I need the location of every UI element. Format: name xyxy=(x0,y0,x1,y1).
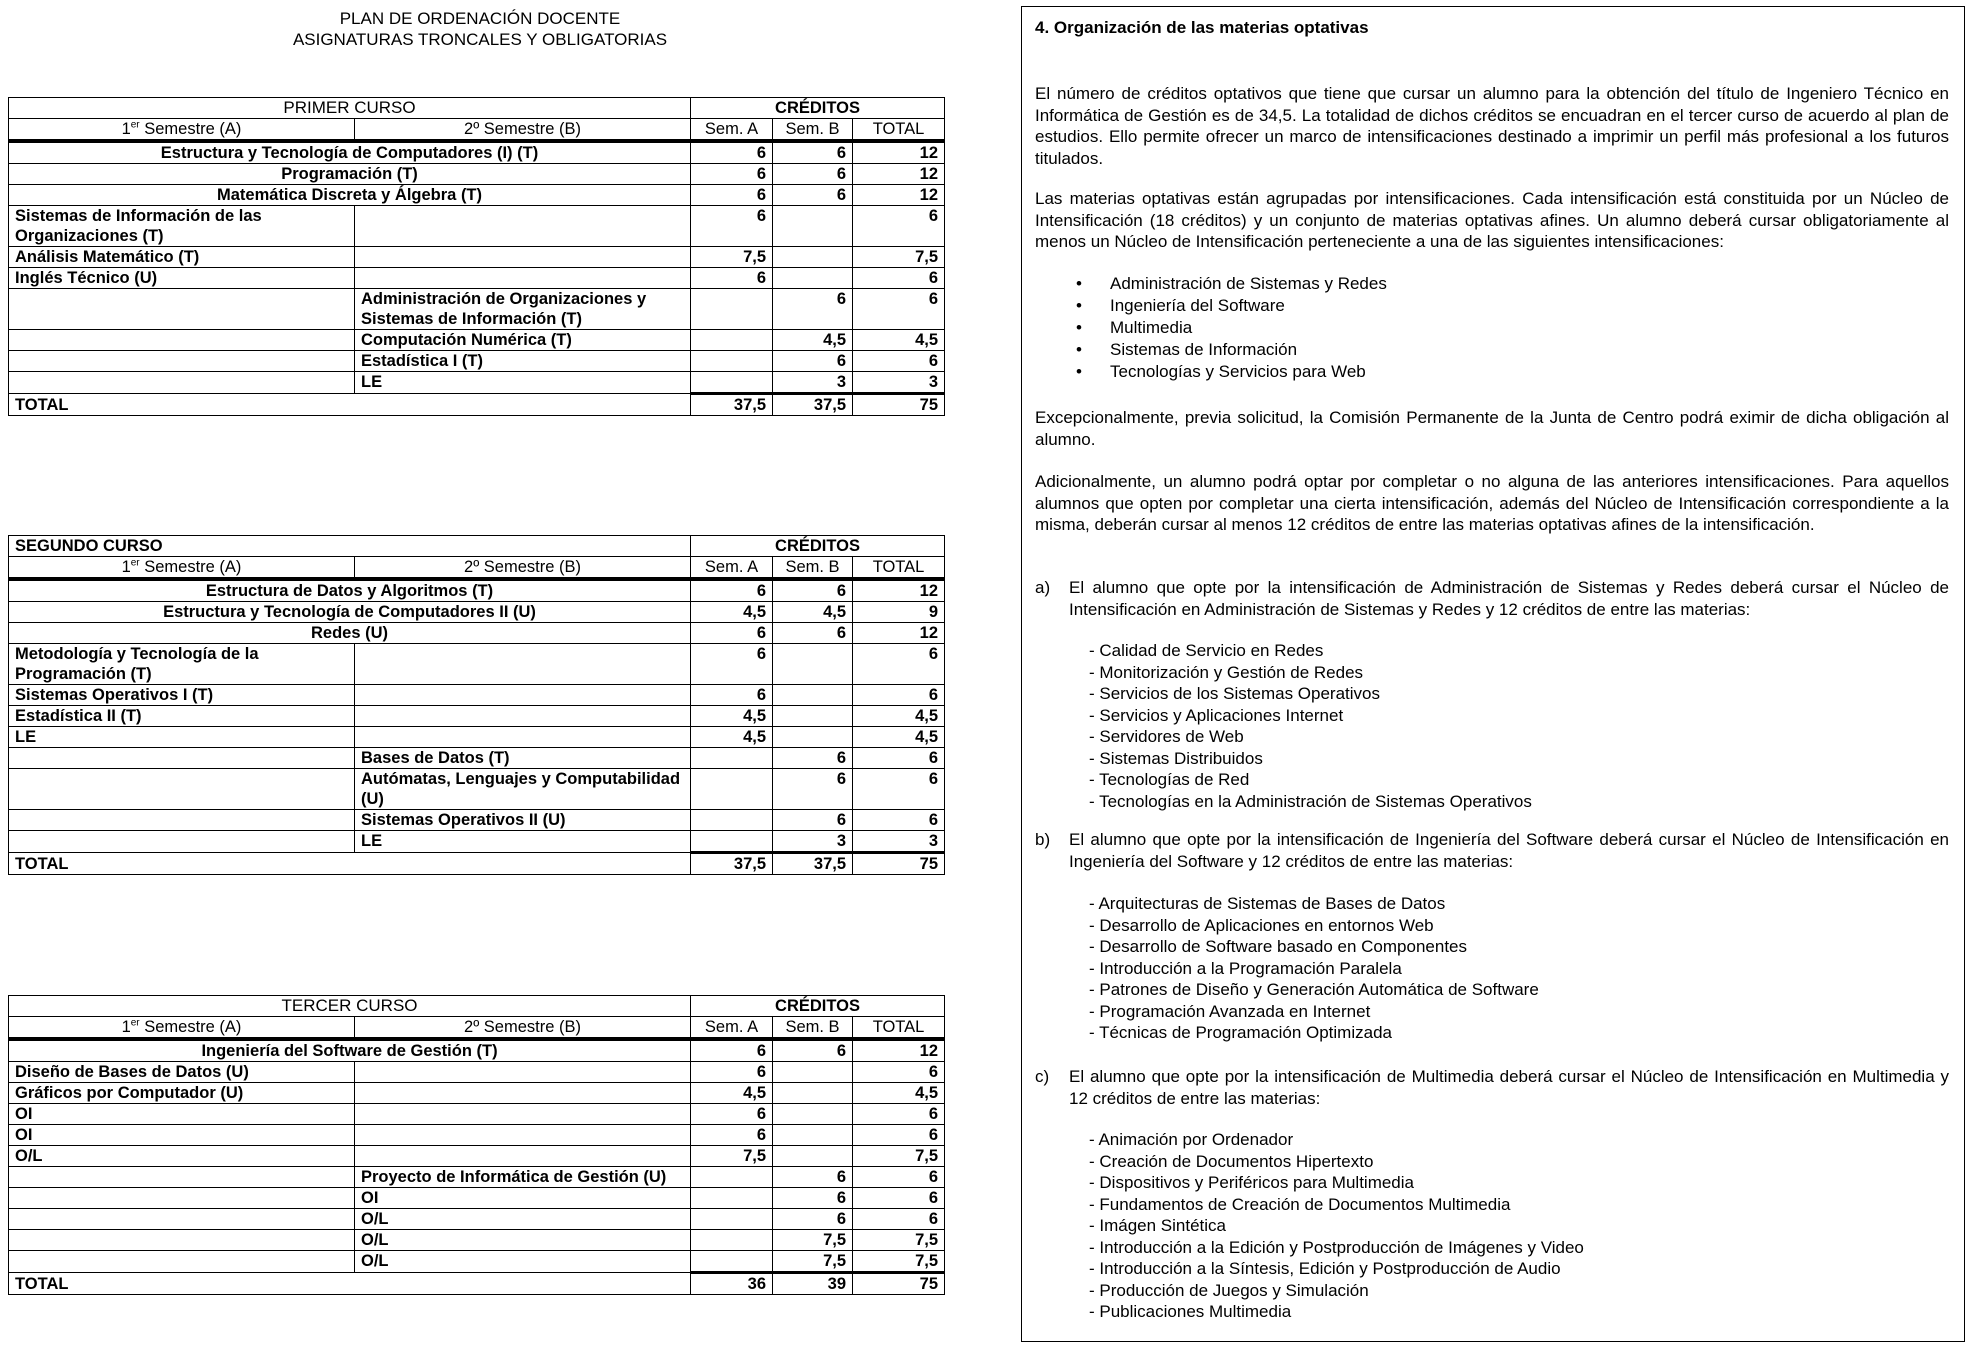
sem-b-credits: 3 xyxy=(773,831,853,853)
sem-b-header: Sem. B xyxy=(773,119,853,142)
sem-a-credits: 4,5 xyxy=(691,1083,773,1104)
total-credits: 6 xyxy=(853,1167,945,1188)
materia-item: - Calidad de Servicio en Redes xyxy=(1089,641,1324,660)
semester-1-subject xyxy=(9,831,355,853)
course-row xyxy=(9,1039,945,1062)
semester-1-subject xyxy=(9,330,355,351)
semester-1-subject: Gráficos por Computador (U) xyxy=(9,1083,355,1104)
sem-a-credits: 4,5 xyxy=(691,727,773,748)
semester-2-subject xyxy=(355,644,691,685)
sem-a-credits: 4,5 xyxy=(691,602,773,623)
course-row xyxy=(9,141,945,164)
item-b-text: El alumno que opte por la intensificación de Ingeniería del Software deberá cursar el Núcleo de Intensificación en Ingeniería del Software y 12 créditos de entre las materias: xyxy=(1069,830,1949,871)
course-title: PRIMER CURSO xyxy=(9,98,691,119)
semester-1-ordinal: er xyxy=(130,119,140,131)
tercer-curso-table xyxy=(8,995,945,1295)
semester-1-subject: OI xyxy=(9,1104,355,1125)
semester-2-subject: LE xyxy=(355,831,691,853)
creditos-header: CRÉDITOS xyxy=(691,996,945,1017)
item-c-list xyxy=(1089,1129,1584,1323)
item-a-label: a) xyxy=(1035,578,1051,597)
total-credits: 4,5 xyxy=(853,706,945,727)
semester-1-header xyxy=(9,557,355,580)
sem-a-credits xyxy=(691,1188,773,1209)
course-row xyxy=(9,706,945,727)
total-credits: 6 xyxy=(853,685,945,706)
sem-a-credits: 6 xyxy=(691,685,773,706)
total-label: TOTAL xyxy=(9,394,691,416)
semester-1-subject: Estadística II (T) xyxy=(9,706,355,727)
sem-b-credits xyxy=(773,706,853,727)
sem-b-credits: 6 xyxy=(773,623,853,644)
paragraph-4: Adicionalmente, un alumno podrá optar por completar o no alguna de las anteriores intensificaciones. Para aquellos alumnos que opten por completar una cierta intensificación, además del Núcleo de Intensificación correspondiente a la misma, deberán cursar al menos 12 créditos de entre las materias optativas afines de la intensificación. xyxy=(1035,472,1949,534)
sem-a-credits: 7,5 xyxy=(691,1146,773,1167)
total-credits: 6 xyxy=(853,268,945,289)
course-row xyxy=(9,351,945,372)
course-row xyxy=(9,247,945,268)
course-row xyxy=(9,579,945,602)
course-row xyxy=(9,727,945,748)
semester-2-subject xyxy=(355,247,691,268)
paragraph-2: Las materias optativas están agrupadas por intensificaciones. Cada intensificación está constituida por un Núcleo de Intensificación (18 créditos) y un conjunto de materias optativas afines. Un alumno deberá cursar obligatoriamente al menos un Núcleo de Intensificación perteneciente a una de las siguientes intensificaciones: xyxy=(1035,189,1949,251)
total-credits: 7,5 xyxy=(853,1146,945,1167)
total-sum: 75 xyxy=(853,1273,945,1295)
sem-b-credits xyxy=(773,685,853,706)
sem-a-credits xyxy=(691,1230,773,1251)
total-credits: 6 xyxy=(853,1062,945,1083)
sem-b-credits: 6 xyxy=(773,1209,853,1230)
semester-1-subject xyxy=(9,372,355,394)
course-row xyxy=(9,164,945,185)
total-credits: 4,5 xyxy=(853,1083,945,1104)
sem-a-header: Sem. A xyxy=(691,557,773,580)
materia-item: - Tecnologías en la Administración de Sistemas Operativos xyxy=(1089,791,1532,811)
creditos-header: CRÉDITOS xyxy=(691,98,945,119)
course-row xyxy=(9,602,945,623)
course-row xyxy=(9,1251,945,1273)
sem-b-credits xyxy=(773,1146,853,1167)
total-row xyxy=(9,394,945,416)
semester-1-subject xyxy=(9,1167,355,1188)
total-credits: 7,5 xyxy=(853,1230,945,1251)
total-credits: 7,5 xyxy=(853,247,945,268)
total-header: TOTAL xyxy=(853,1017,945,1040)
sem-b-credits: 6 xyxy=(773,579,853,602)
sem-b-credits xyxy=(773,1104,853,1125)
semester-2-subject xyxy=(355,706,691,727)
total-sem-b: 37,5 xyxy=(773,853,853,875)
semester-2-subject: Proyecto de Informática de Gestión (U) xyxy=(355,1167,691,1188)
section-heading: 4. Organización de las materias optativas xyxy=(1035,18,1369,37)
sem-b-credits: 6 xyxy=(773,810,853,831)
paragraph-3: Excepcionalmente, previa solicitud, la Comisión Permanente de la Junta de Centro podrá eximir de dicha obligación al alumno. xyxy=(1035,408,1949,449)
semester-2-subject xyxy=(355,727,691,748)
total-credits: 6 xyxy=(853,1125,945,1146)
subheader-row xyxy=(9,1017,945,1040)
semester-2-subject: LE xyxy=(355,372,691,394)
sem-b-credits: 6 xyxy=(773,164,853,185)
semester-2-subject: OI xyxy=(355,1188,691,1209)
annual-subject: Matemática Discreta y Álgebra (T) xyxy=(9,185,691,206)
intensificaciones-list xyxy=(1076,273,1387,383)
total-credits: 12 xyxy=(853,164,945,185)
semester-1-text: Semestre (A) xyxy=(139,1018,242,1036)
total-credits: 6 xyxy=(853,289,945,330)
semester-2-subject xyxy=(355,1104,691,1125)
total-credits: 12 xyxy=(853,1039,945,1062)
sem-b-credits: 6 xyxy=(773,748,853,769)
semester-1-subject: O/L xyxy=(9,1146,355,1167)
sem-b-credits: 7,5 xyxy=(773,1251,853,1273)
intensificacion-item: • Sistemas de Información xyxy=(1076,339,1387,361)
paragraph-1: El número de créditos optativos que tiene que cursar un alumno para la obtención del título de Ingeniero Técnico en Informática de Gestión es de 34,5. La totalidad de dichos créditos se encuadran en el tercer curso de acuerdo al plan de estudios. Ello permite ofrecer un marco de intensificaciones destinado a imprimir un perfil más profesional a los futuros titulados. xyxy=(1035,84,1949,168)
semester-2-subject: Estadística I (T) xyxy=(355,351,691,372)
semester-1-subject xyxy=(9,810,355,831)
item-b-label: b) xyxy=(1035,830,1051,849)
annual-subject: Estructura y Tecnología de Computadores (I) (T) xyxy=(9,141,691,164)
semester-1-subject xyxy=(9,289,355,330)
sem-a-credits xyxy=(691,1251,773,1273)
course-row xyxy=(9,1230,945,1251)
sem-b-credits: 6 xyxy=(773,1188,853,1209)
materia-item: - Servicios de los Sistemas Operativos xyxy=(1089,684,1380,703)
item-b-list xyxy=(1089,893,1539,1044)
sem-a-credits: 6 xyxy=(691,185,773,206)
annual-subject: Redes (U) xyxy=(9,623,691,644)
sem-a-credits xyxy=(691,351,773,372)
sem-a-credits: 6 xyxy=(691,1062,773,1083)
sem-b-credits xyxy=(773,1062,853,1083)
sem-a-credits: 6 xyxy=(691,579,773,602)
semester-1-subject: OI xyxy=(9,1125,355,1146)
sem-a-credits xyxy=(691,831,773,853)
course-row xyxy=(9,1062,945,1083)
semester-1-subject xyxy=(9,769,355,810)
item-c-text: El alumno que opte por la intensificación de Multimedia deberá cursar el Núcleo de Intensificación en Multimedia y 12 créditos de entre las materias: xyxy=(1069,1067,1949,1108)
semester-1-header xyxy=(9,119,355,142)
sem-a-credits xyxy=(691,1209,773,1230)
materia-item: - Técnicas de Programación Optimizada xyxy=(1089,1023,1392,1042)
semester-2-subject xyxy=(355,206,691,247)
sem-a-credits: 6 xyxy=(691,141,773,164)
sem-b-credits xyxy=(773,727,853,748)
document-title: PLAN DE ORDENACIÓN DOCENTE xyxy=(339,9,621,28)
semester-1-subject xyxy=(9,351,355,372)
materia-item: - Arquitecturas de Sistemas de Bases de Datos xyxy=(1089,894,1446,913)
total-credits: 6 xyxy=(853,1209,945,1230)
sem-b-credits xyxy=(773,644,853,685)
materia-item: - Monitorización y Gestión de Redes xyxy=(1089,662,1364,682)
course-row xyxy=(9,1083,945,1104)
item-a-text: El alumno que opte por la intensificación de Administración de Sistemas y Redes deberá cursar el Núcleo de Intensificación en Administración de Sistemas y Redes y 12 créditos de entre las materias: xyxy=(1069,578,1949,619)
sem-a-credits: 6 xyxy=(691,206,773,247)
semester-1-subject: LE xyxy=(9,727,355,748)
total-credits: 6 xyxy=(853,769,945,810)
sem-a-credits xyxy=(691,289,773,330)
total-sem-b: 39 xyxy=(773,1273,853,1295)
semester-1-text: Semestre (A) xyxy=(139,558,242,576)
sem-a-header: Sem. A xyxy=(691,1017,773,1040)
sem-b-credits: 6 xyxy=(773,1167,853,1188)
materia-item: - Introducción a la Programación Paralela xyxy=(1089,958,1402,978)
annual-subject: Estructura de Datos y Algoritmos (T) xyxy=(9,579,691,602)
semester-1-subject xyxy=(9,748,355,769)
sem-a-credits: 7,5 xyxy=(691,247,773,268)
course-row xyxy=(9,372,945,394)
course-row xyxy=(9,810,945,831)
semester-1-subject: Metodología y Tecnología de la Programación (T) xyxy=(9,644,355,685)
total-credits: 12 xyxy=(853,141,945,164)
total-label: TOTAL xyxy=(9,1273,691,1295)
semester-1-number: 1 xyxy=(121,1018,131,1036)
total-row xyxy=(9,1273,945,1295)
sem-b-credits: 6 xyxy=(773,769,853,810)
semester-2-header: 2º Semestre (B) xyxy=(355,557,691,580)
semester-1-subject: Análisis Matemático (T) xyxy=(9,247,355,268)
total-sum: 75 xyxy=(853,853,945,875)
sem-a-credits: 6 xyxy=(691,268,773,289)
sem-b-credits: 3 xyxy=(773,372,853,394)
annual-subject: Estructura y Tecnología de Computadores II (U) xyxy=(9,602,691,623)
course-title: SEGUNDO CURSO xyxy=(9,536,691,557)
sem-b-credits xyxy=(773,1125,853,1146)
course-row xyxy=(9,1104,945,1125)
sem-a-credits xyxy=(691,372,773,394)
total-credits: 6 xyxy=(853,1188,945,1209)
total-header: TOTAL xyxy=(853,119,945,142)
sem-a-credits xyxy=(691,769,773,810)
course-row xyxy=(9,206,945,247)
total-credits: 6 xyxy=(853,644,945,685)
item-a-list xyxy=(1089,640,1532,812)
total-credits: 12 xyxy=(853,623,945,644)
sem-b-credits: 4,5 xyxy=(773,602,853,623)
materia-item: - Producción de Juegos y Simulación xyxy=(1089,1280,1369,1300)
materia-item: - Desarrollo de Software basado en Componentes xyxy=(1089,937,1467,956)
materia-item: - Tecnologías de Red xyxy=(1089,770,1250,789)
course-row xyxy=(9,1167,945,1188)
sem-a-credits xyxy=(691,1167,773,1188)
semester-2-subject: O/L xyxy=(355,1251,691,1273)
materia-item: - Creación de Documentos Hipertexto xyxy=(1089,1151,1374,1171)
optativas-panel xyxy=(1021,6,1965,1342)
materia-item: - Introducción a la Síntesis, Edición y Postproducción de Audio xyxy=(1089,1259,1561,1278)
total-credits: 6 xyxy=(853,1104,945,1125)
sem-b-credits xyxy=(773,247,853,268)
semester-1-number: 1 xyxy=(121,558,131,576)
course-row xyxy=(9,1188,945,1209)
sem-b-credits: 6 xyxy=(773,289,853,330)
course-row xyxy=(9,644,945,685)
semester-2-subject xyxy=(355,268,691,289)
materia-item: - Animación por Ordenador xyxy=(1089,1130,1294,1149)
semester-2-subject: O/L xyxy=(355,1230,691,1251)
course-row xyxy=(9,289,945,330)
sem-a-credits: 4,5 xyxy=(691,706,773,727)
semester-1-subject xyxy=(9,1230,355,1251)
sem-a-credits xyxy=(691,330,773,351)
sem-a-credits: 6 xyxy=(691,644,773,685)
semester-2-subject: Computación Numérica (T) xyxy=(355,330,691,351)
semester-2-subject: Bases de Datos (T) xyxy=(355,748,691,769)
materia-item: - Introducción a la Edición y Postproducción de Imágenes y Video xyxy=(1089,1237,1584,1257)
intensificacion-item: • Multimedia xyxy=(1076,317,1387,339)
sem-b-credits xyxy=(773,206,853,247)
semester-2-subject xyxy=(355,1083,691,1104)
semester-1-subject xyxy=(9,1188,355,1209)
materia-item: - Programación Avanzada en Internet xyxy=(1089,1001,1371,1021)
semester-1-subject: Sistemas Operativos I (T) xyxy=(9,685,355,706)
materia-item: - Dispositivos y Periféricos para Multimedia xyxy=(1089,1173,1414,1192)
semester-1-subject: Inglés Técnico (U) xyxy=(9,268,355,289)
sem-a-credits: 6 xyxy=(691,623,773,644)
total-credits: 3 xyxy=(853,372,945,394)
course-row xyxy=(9,623,945,644)
semester-2-header: 2º Semestre (B) xyxy=(355,1017,691,1040)
semester-2-subject xyxy=(355,1125,691,1146)
semester-2-subject: Autómatas, Lenguajes y Computabilidad (U) xyxy=(355,769,691,810)
materia-item: - Servicios y Aplicaciones Internet xyxy=(1089,705,1344,725)
total-credits: 6 xyxy=(853,810,945,831)
total-sem-b: 37,5 xyxy=(773,394,853,416)
sem-a-credits: 6 xyxy=(691,1125,773,1146)
materia-item: - Publicaciones Multimedia xyxy=(1089,1302,1292,1321)
sem-b-header: Sem. B xyxy=(773,1017,853,1040)
semester-1-header xyxy=(9,1017,355,1040)
sem-a-header: Sem. A xyxy=(691,119,773,142)
course-row xyxy=(9,748,945,769)
sem-b-credits: 6 xyxy=(773,351,853,372)
total-credits: 12 xyxy=(853,579,945,602)
header-row xyxy=(9,98,945,119)
intensificacion-item: • Ingeniería del Software xyxy=(1076,295,1387,317)
semester-1-ordinal: er xyxy=(130,557,140,569)
materia-item: - Imágen Sintética xyxy=(1089,1216,1227,1235)
course-title: TERCER CURSO xyxy=(9,996,691,1017)
semester-2-subject: Administración de Organizaciones y Sistemas de Información (T) xyxy=(355,289,691,330)
primer-curso-table xyxy=(8,97,945,416)
materia-item: - Servidores de Web xyxy=(1089,727,1244,746)
sem-a-credits: 6 xyxy=(691,1039,773,1062)
materia-item: - Sistemas Distribuidos xyxy=(1089,748,1263,768)
document-subtitle: ASIGNATURAS TRONCALES Y OBLIGATORIAS xyxy=(292,30,668,49)
total-sem-a: 36 xyxy=(691,1273,773,1295)
sem-b-credits: 6 xyxy=(773,1039,853,1062)
subheader-row xyxy=(9,119,945,142)
sem-b-credits xyxy=(773,1083,853,1104)
semester-1-ordinal: er xyxy=(130,1017,140,1029)
annual-subject: Ingeniería del Software de Gestión (T) xyxy=(9,1039,691,1062)
annual-subject: Programación (T) xyxy=(9,164,691,185)
materia-item: - Desarrollo de Aplicaciones en entornos Web xyxy=(1089,915,1434,935)
semester-2-subject xyxy=(355,685,691,706)
header-row xyxy=(9,996,945,1017)
semester-2-subject xyxy=(355,1062,691,1083)
course-row xyxy=(9,330,945,351)
intensificacion-item: • Administración de Sistemas y Redes xyxy=(1076,273,1387,295)
sem-a-credits xyxy=(691,748,773,769)
creditos-header: CRÉDITOS xyxy=(691,536,945,557)
sem-a-credits: 6 xyxy=(691,164,773,185)
total-sum: 75 xyxy=(853,394,945,416)
sem-b-header: Sem. B xyxy=(773,557,853,580)
total-credits: 7,5 xyxy=(853,1251,945,1273)
semester-2-subject xyxy=(355,1146,691,1167)
header-row xyxy=(9,536,945,557)
total-label: TOTAL xyxy=(9,853,691,875)
semester-2-subject: Sistemas Operativos II (U) xyxy=(355,810,691,831)
total-credits: 4,5 xyxy=(853,330,945,351)
total-credits: 6 xyxy=(853,748,945,769)
semester-2-header: 2º Semestre (B) xyxy=(355,119,691,142)
total-credits: 6 xyxy=(853,351,945,372)
semester-1-subject xyxy=(9,1209,355,1230)
sem-b-credits xyxy=(773,268,853,289)
subheader-row xyxy=(9,557,945,580)
course-row xyxy=(9,1209,945,1230)
total-credits: 3 xyxy=(853,831,945,853)
course-row xyxy=(9,185,945,206)
item-c xyxy=(1035,1066,1949,1109)
intensificacion-item: • Tecnologías y Servicios para Web xyxy=(1076,361,1387,383)
course-row xyxy=(9,831,945,853)
course-row xyxy=(9,1146,945,1167)
item-c-label: c) xyxy=(1035,1067,1050,1086)
semester-1-subject: Diseño de Bases de Datos (U) xyxy=(9,1062,355,1083)
sem-a-credits xyxy=(691,810,773,831)
course-row xyxy=(9,685,945,706)
segundo-curso-table xyxy=(8,535,945,875)
semester-2-subject: O/L xyxy=(355,1209,691,1230)
total-header: TOTAL xyxy=(853,557,945,580)
left-column xyxy=(0,0,960,1352)
total-credits: 6 xyxy=(853,206,945,247)
course-row xyxy=(9,268,945,289)
sem-b-credits: 4,5 xyxy=(773,330,853,351)
total-credits: 12 xyxy=(853,185,945,206)
item-b xyxy=(1035,829,1949,872)
semester-1-subject xyxy=(9,1251,355,1273)
sem-a-credits: 6 xyxy=(691,1104,773,1125)
semester-1-number: 1 xyxy=(121,120,131,138)
course-row xyxy=(9,1125,945,1146)
materia-item: - Fundamentos de Creación de Documentos Multimedia xyxy=(1089,1194,1511,1214)
sem-b-credits: 6 xyxy=(773,141,853,164)
course-row xyxy=(9,769,945,810)
item-a xyxy=(1035,577,1949,620)
total-credits: 4,5 xyxy=(853,727,945,748)
semester-1-text: Semestre (A) xyxy=(139,120,242,138)
total-sem-a: 37,5 xyxy=(691,853,773,875)
total-sem-a: 37,5 xyxy=(691,394,773,416)
sem-b-credits: 7,5 xyxy=(773,1230,853,1251)
total-row xyxy=(9,853,945,875)
total-credits: 9 xyxy=(853,602,945,623)
materia-item: - Patrones de Diseño y Generación Automática de Software xyxy=(1089,980,1539,999)
sem-b-credits: 6 xyxy=(773,185,853,206)
semester-1-subject: Sistemas de Información de las Organizaciones (T) xyxy=(9,206,355,247)
